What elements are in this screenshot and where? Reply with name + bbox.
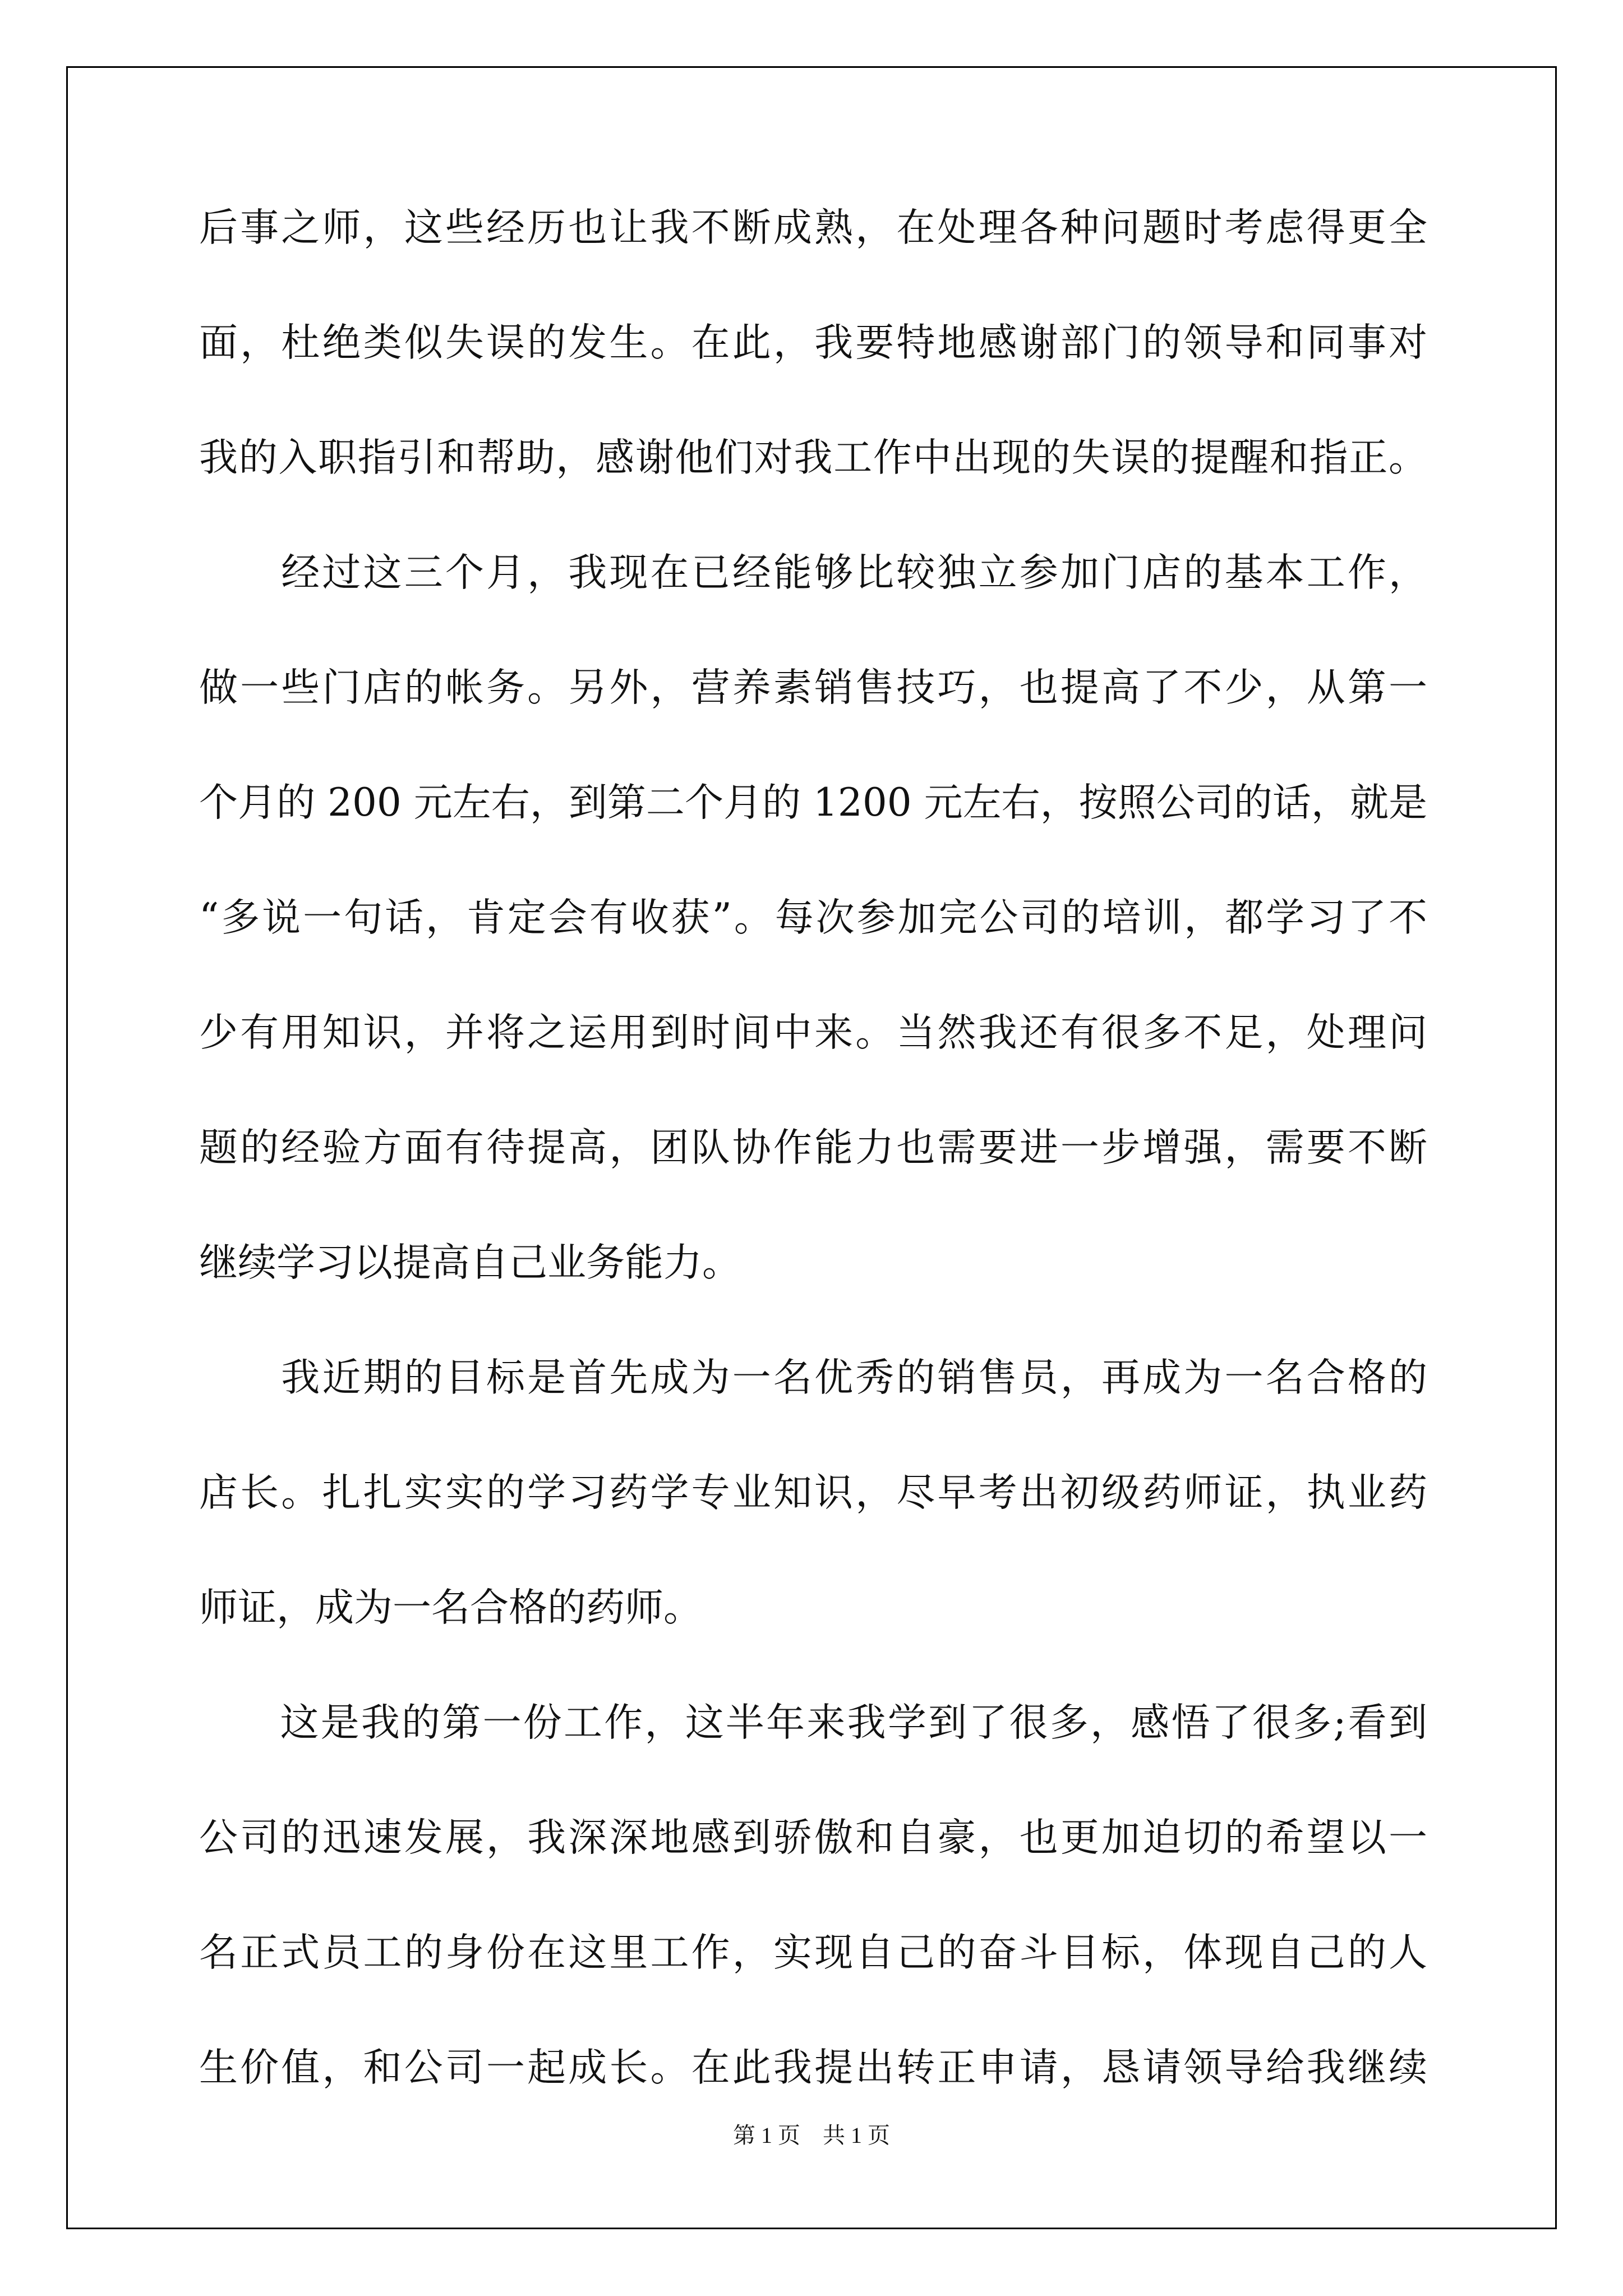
text-line: 面，杜绝类似失误的发生。在此，我要特地感谢部门的领导和同事对: [199, 320, 1427, 365]
page-footer: [0, 2118, 1623, 2150]
document-body: [199, 205, 1427, 2164]
text-line: 个月的 200 元左右，到第二个月的 1200 元左右，按照公司的话，就是: [199, 780, 1427, 825]
text-line: 做一些门店的帐务。另外，营养素销售技巧，也提高了不少，从第一: [199, 665, 1427, 710]
text-line: 经过这三个月，我现在已经能够比较独立参加门店的基本工作，: [199, 550, 1427, 595]
page-total: 共 1 页: [823, 2123, 890, 2148]
text-line: 我近期的目标是首先成为一名优秀的销售员，再成为一名合格的: [199, 1355, 1427, 1400]
text-line: 题的经验方面有待提高，团队协作能力也需要进一步增强，需要不断: [199, 1125, 1427, 1170]
text-line: 店长。扎扎实实的学习药学专业知识，尽早考出初级药师证，执业药: [199, 1470, 1427, 1515]
text-line: 名正式员工的身份在这里工作，实现自己的奋斗目标，体现自己的人: [199, 1930, 1427, 1975]
text-line: 我的入职指引和帮助，感谢他们对我工作中出现的失误的提醒和指正。: [199, 435, 1427, 480]
text-line: 公司的迅速发展，我深深地感到骄傲和自豪，也更加迫切的希望以一: [199, 1815, 1427, 1860]
text-line: 继续学习以提高自己业务能力。: [199, 1240, 741, 1285]
text-line: 少有用知识，并将之运用到时间中来。当然我还有很多不足，处理问: [199, 1010, 1427, 1055]
page-number: 第 1 页: [733, 2123, 800, 2148]
text-line: 后事之师，这些经历也让我不断成熟，在处理各种问题时考虑得更全: [199, 205, 1427, 250]
text-line: 生价值，和公司一起成长。在此我提出转正申请，恳请领导给我继续: [199, 2045, 1427, 2090]
text-line: 这是我的第一份工作，这半年来我学到了很多，感悟了很多;看到: [199, 1700, 1427, 1745]
text-line: “多说一句话，肯定会有收获”。每次参加完公司的培训，都学习了不: [199, 895, 1427, 940]
text-line: 师证，成为一名合格的药师。: [199, 1585, 702, 1630]
